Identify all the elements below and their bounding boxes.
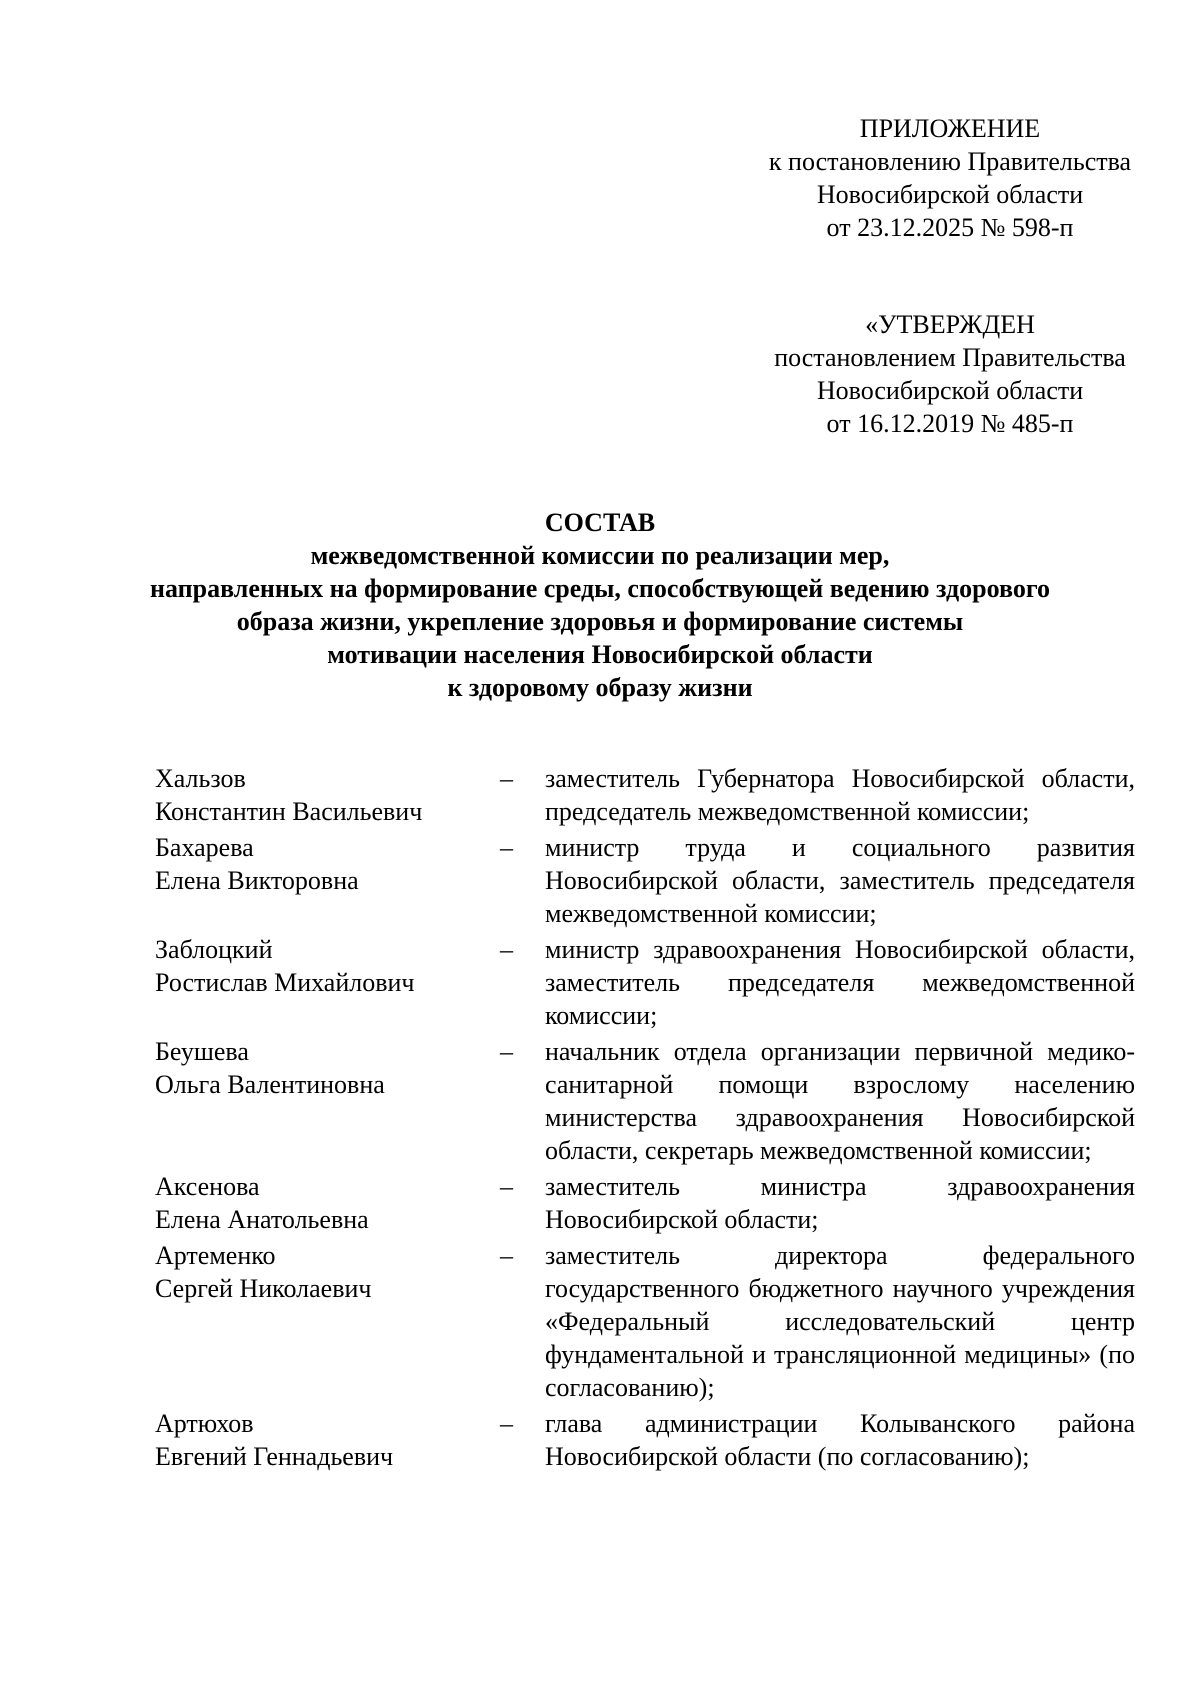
approved-date-number: от 16.12.2019 № 485-п (826, 409, 1074, 438)
member-name (155, 1035, 500, 1167)
member-role: начальник отдела организации первичной медико-санитарной помощи взрослому населению министерства здравоохранения Новосибирской области, секретарь межведомственной комиссии; (545, 1037, 1135, 1165)
member-row (155, 1170, 1135, 1236)
approved-region: Новосибирской области (816, 376, 1084, 405)
member-given-names: Константин Васильевич (155, 797, 423, 826)
member-given-names: Евгений Геннадьевич (155, 1442, 394, 1471)
member-surname: Артюхов (155, 1409, 254, 1438)
member-row (155, 831, 1135, 930)
approved-reference: постановлением Правительства (774, 343, 1126, 372)
member-row (155, 1407, 1135, 1473)
member-given-names: Елена Викторовна (155, 866, 359, 895)
approved-title: «УТВЕРЖДЕН (865, 310, 1035, 339)
member-role: глава администрации Колыванского района Новосибирской области (по согласованию); (545, 1409, 1135, 1471)
appendix-header (740, 112, 1160, 244)
document-title (100, 506, 1100, 704)
member-row (155, 933, 1135, 1032)
member-row (155, 1035, 1135, 1167)
approval-stamp-text (740, 308, 1160, 440)
member-dash: – (500, 935, 513, 964)
members-list (155, 762, 1135, 1476)
member-surname: Бахарева (155, 833, 254, 862)
title-line-4: мотивации населения Новосибирской области (327, 640, 873, 669)
member-given-names: Ольга Валентиновна (155, 1070, 385, 1099)
member-dash: – (500, 1241, 513, 1270)
member-role: заместитель Губернатора Новосибирской области, председатель межведомственной комиссии; (545, 764, 1135, 826)
member-role: заместитель директора федерального государственного бюджетного научного учреждения «Федеральный исследовательский центр фундаментальной и трансляционной медицины» (по согласованию); (545, 1241, 1135, 1402)
title-heading: СОСТАВ (544, 508, 656, 537)
title-line-1: межведомственной комиссии по реализации мер, (310, 541, 890, 570)
member-given-names: Ростислав Михайлович (155, 968, 415, 997)
member-given-names: Сергей Николаевич (155, 1274, 372, 1303)
appendix-date-number: от 23.12.2025 № 598-п (826, 213, 1074, 242)
member-name (155, 1407, 500, 1473)
member-dash: – (500, 764, 513, 793)
title-line-3: образа жизни, укрепление здоровья и формирование системы (236, 607, 964, 636)
appendix-reference: к постановлению Правительства (768, 147, 1132, 176)
member-name (155, 831, 500, 930)
member-surname: Аксенова (155, 1172, 260, 1201)
member-surname: Беушева (155, 1037, 249, 1066)
member-name (155, 1239, 500, 1404)
member-role: заместитель министра здравоохранения Новосибирской области; (545, 1172, 1135, 1234)
appendix-region: Новосибирской области (816, 180, 1084, 209)
member-given-names: Елена Анатольевна (155, 1205, 369, 1234)
appendix-title: ПРИЛОЖЕНИЕ (859, 114, 1041, 143)
member-name (155, 762, 500, 828)
title-line-2: направленных на формирование среды, способствующей ведению здорового (150, 574, 1050, 603)
title-line-5: к здоровому образу жизни (447, 673, 753, 702)
member-role: министр здравоохранения Новосибирской области, заместитель председателя межведомственной комиссии; (545, 935, 1135, 1030)
member-surname: Артеменко (155, 1241, 276, 1270)
member-surname: Заблоцкий (155, 935, 273, 964)
member-dash: – (500, 1172, 513, 1201)
member-name (155, 1170, 500, 1236)
member-surname: Хальзов (155, 764, 246, 793)
member-dash: – (500, 1037, 513, 1066)
member-role: министр труда и социального развития Новосибирской области, заместитель председателя межведомственной комиссии; (545, 833, 1135, 928)
member-row (155, 1239, 1135, 1404)
member-name (155, 933, 500, 1032)
member-dash: – (500, 1409, 513, 1438)
member-row (155, 762, 1135, 828)
member-dash: – (500, 833, 513, 862)
